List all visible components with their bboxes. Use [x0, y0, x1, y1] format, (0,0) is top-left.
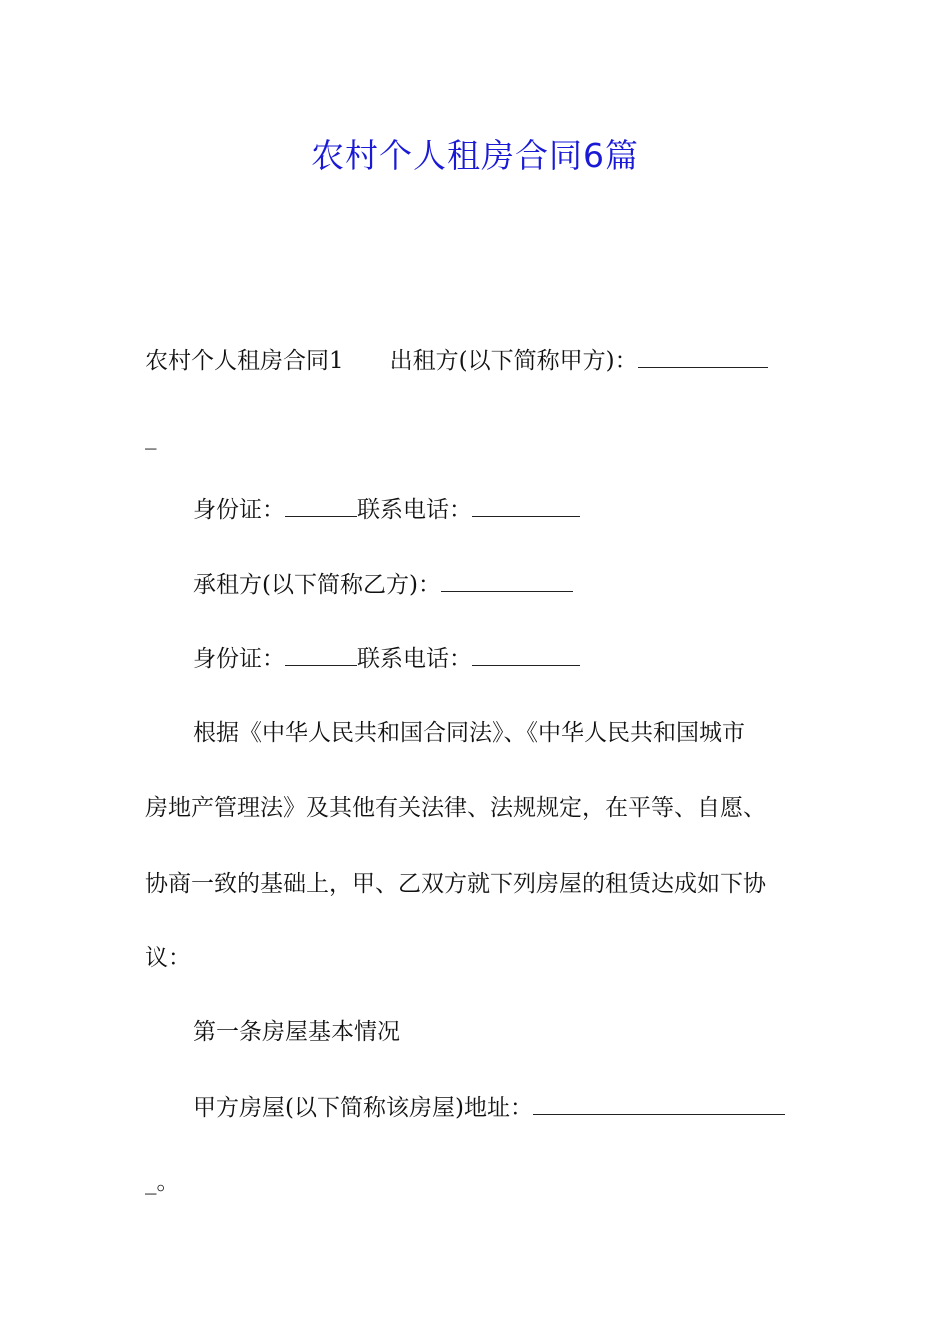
- lessee-blank: [441, 571, 573, 592]
- lessor-id-line: [193, 495, 580, 525]
- lessee-label: 承租方(以下简称乙方)：: [193, 572, 441, 598]
- lessor-phone-blank: [472, 496, 580, 517]
- lessor-phone-label: 联系电话：: [357, 497, 472, 523]
- address-label: 甲方房屋(以下简称该房屋)地址：: [193, 1095, 533, 1121]
- address-line: [193, 1093, 785, 1123]
- lessee-id-label: 身份证：: [193, 646, 285, 672]
- paragraph-line: 协商一致的基础上，甲、乙双方就下列房屋的租赁达成如下协: [145, 871, 766, 897]
- lessee-phone-blank: [472, 645, 580, 666]
- lessor-label: 出租方(以下简称甲方)：: [389, 348, 638, 374]
- lessor-blank-continuation: _: [145, 424, 157, 450]
- lessee-id-blank: [285, 645, 357, 666]
- lessor-blank: [638, 347, 768, 368]
- document-title: 农村个人租房合同6篇: [311, 136, 639, 175]
- address-blank: [533, 1094, 785, 1115]
- paragraph-line: 房地产管理法》及其他有关法律、法规规定，在平等、自愿、: [145, 795, 766, 821]
- address-blank-continuation: _。: [145, 1169, 180, 1195]
- contract-number: 农村个人租房合同1: [145, 348, 344, 374]
- lessee-id-line: [193, 644, 580, 674]
- lessee-line: [193, 570, 573, 600]
- lessor-id-label: 身份证：: [193, 497, 285, 523]
- lessor-id-blank: [285, 496, 357, 517]
- section-heading: 第一条房屋基本情况: [193, 1019, 400, 1045]
- paragraph-line: 议：: [145, 945, 191, 971]
- paragraph-line: 根据《中华人民共和国合同法》、《中华人民共和国城市: [193, 720, 745, 746]
- contract-heading-line: [145, 346, 768, 376]
- lessee-phone-label: 联系电话：: [357, 646, 472, 672]
